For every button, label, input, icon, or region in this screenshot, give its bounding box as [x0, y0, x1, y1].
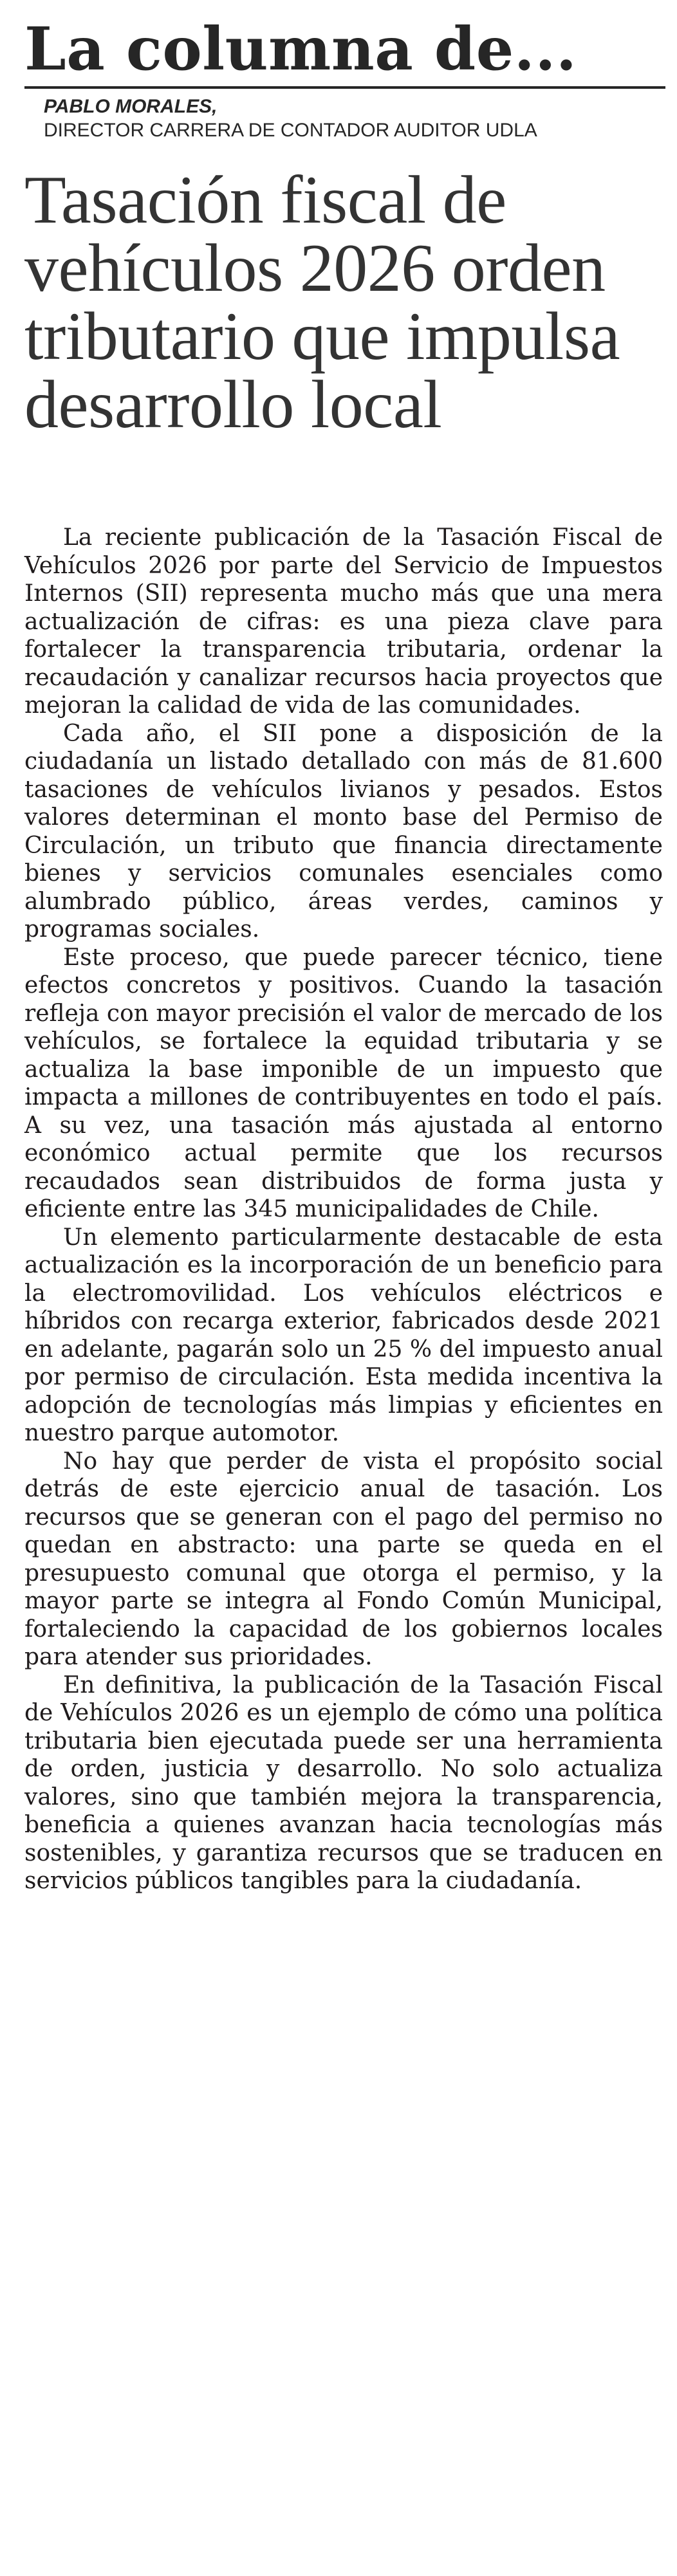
article-headline: Tasación fiscal de vehículos 2026 orden tributario que impulsa desarrollo local	[24, 162, 620, 442]
article-body	[24, 524, 665, 1895]
author-name: PABLO MORALES,	[44, 96, 218, 117]
author-role: DIRECTOR CARRERA DE CONTADOR AUDITOR UDLA	[44, 120, 537, 141]
article-paragraph: En definitiva, la publicación de la Tasación Fiscal de Vehículos 2026 es un ejemplo de cómo una política tributaria bien ejecutada puede ser una herramienta de orden, justicia y desarrollo. No solo actualiza valores, sino que también mejora la transparencia, beneficia a quienes avanzan hacia tecnologías más sostenibles, y garantiza recursos que se traducen en servicios públicos tangibles para la ciudadanía.	[24, 1671, 663, 1894]
section-title: La columna de...	[24, 14, 577, 84]
article-paragraph: Este proceso, que puede parecer técnico, tiene efectos concretos y positivos. Cuando la tasación refleja con mayor precisión el valor de mercado de los vehículos, se fortalece la equidad tributaria y se actualiza la base imponible de un impuesto que impacta a millones de contribuyentes en todo el país. A su vez, una tasación más ajustada al entorno económico actual permite que los recursos recaudados sean distribuidos de forma justa y eficiente entre las 345 municipalidades de Chile.	[24, 944, 663, 1222]
article-paragraph: No hay que perder de vista el propósito social detrás de este ejercicio anual de tasación. Los recursos que se generan con el pago del permiso no quedan en abstracto: una parte se queda en el presupuesto comunal que otorga el permiso, y la mayor parte se integra al Fondo Común Municipal, fortaleciendo la capacidad de los gobiernos locales para atender sus prioridades.	[24, 1448, 663, 1670]
title-rule	[24, 86, 665, 89]
article-paragraph: Cada año, el SII pone a disposición de la ciudadanía un listado detallado con más de 81.600 tasaciones de vehículos livianos y pesados. Estos valores determinan el monto base del Permiso de Circulación, un tributo que financia directamente bienes y servicios comunales esenciales como alumbrado público, áreas verdes, caminos y programas sociales.	[24, 720, 663, 943]
article-paragraph: La reciente publicación de la Tasación Fiscal de Vehículos 2026 por parte del Servicio de Impuestos Internos (SII) representa mucho más que una mera actualización de cifras: es una pieza clave para fortalecer la transparencia tributaria, ordenar la recaudación y canalizar recursos hacia proyectos que mejoran la calidad de vida de las comunidades.	[24, 524, 663, 719]
byline	[44, 95, 665, 143]
article-paragraph: Un elemento particularmente destacable de esta actualización es la incorporación de un beneficio para la electromovilidad. Los vehículos eléctricos e híbridos con recarga exterior, fabricados desde 2021 en adelante, pagarán solo un 25 % del impuesto anual por permiso de circulación. Esta medida incentiva la adopción de tecnologías más limpias y eficientes en nuestro parque automotor.	[24, 1224, 663, 1446]
